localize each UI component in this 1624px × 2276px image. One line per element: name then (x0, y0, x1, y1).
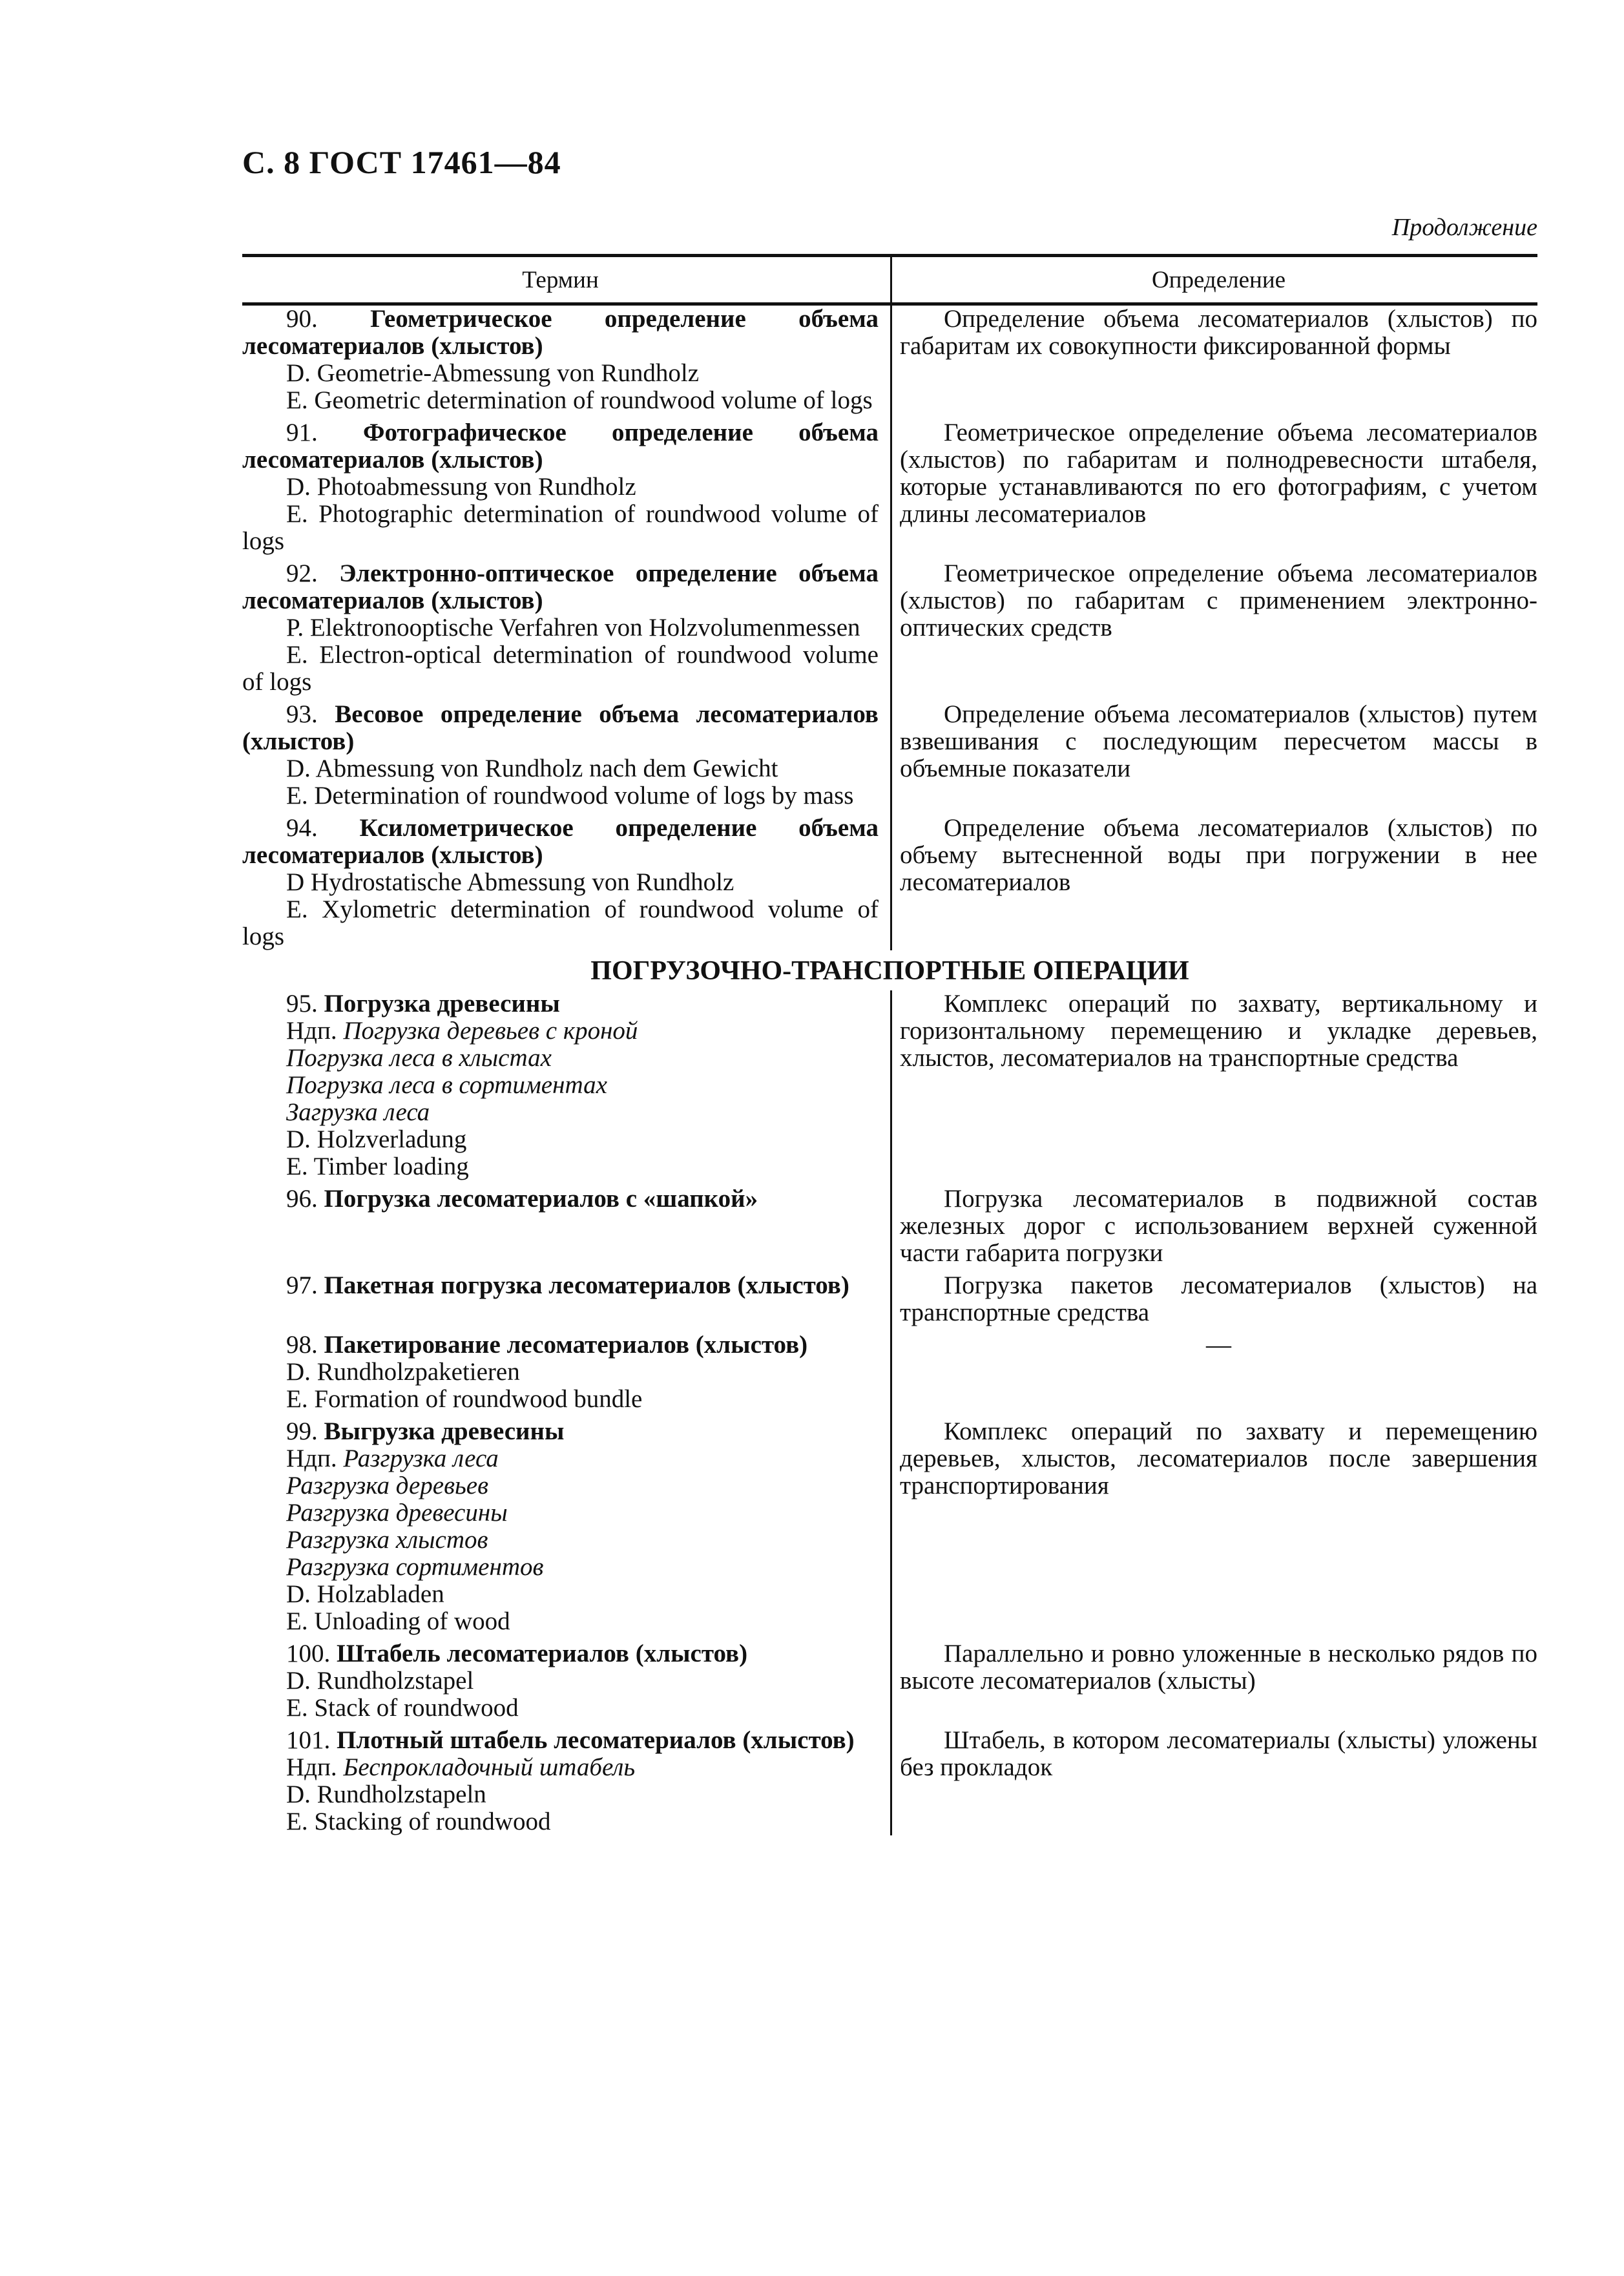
english-term: E. Formation of roundwood bundle (286, 1385, 643, 1413)
definition-cell (890, 696, 1537, 809)
nonstandard-term (242, 1499, 879, 1527)
ndp-term: Погрузка леса в сортиментах (286, 1071, 607, 1099)
english-term: E. Timber loading (286, 1153, 469, 1180)
nonstandard-term (242, 1072, 879, 1099)
term-cell (242, 414, 890, 555)
nonstandard-term (242, 1754, 879, 1781)
term-name: Фотографическое определение объема лесоматериалов (хлыстов) (242, 419, 879, 474)
definition-text: Погрузка пакетов лесоматериалов (хлыстов) на транспортные средства (900, 1271, 1537, 1326)
english-term: E. Geometric determination of roundwood volume of logs (286, 386, 873, 414)
table-row (242, 990, 1537, 1180)
english-term: E. Stack of roundwood (286, 1694, 519, 1722)
definition-text: Определение объема лесоматериалов (хлыстов) по габаритам их совокупности фиксированной формы (900, 305, 1537, 360)
term-name: Штабель лесоматериалов (хлыстов) (337, 1640, 748, 1667)
term-number: 101. (286, 1726, 337, 1754)
term-name: Геометрическое определение объема лесоматериалов (хлыстов) (242, 305, 879, 360)
term-heading (242, 1418, 879, 1445)
definition-text: Геометрическое определение объема лесоматериалов (хлыстов) по габаритам с применением электронно-оптических средств (900, 559, 1537, 642)
term-cell (242, 1635, 890, 1722)
ndp-term: Погрузка леса в хлыстах (286, 1044, 552, 1072)
table-row (242, 414, 1537, 555)
table-row (242, 1635, 1537, 1722)
term-cell (242, 306, 890, 414)
term-number: 100. (286, 1640, 337, 1667)
term-number: 99. (286, 1417, 324, 1445)
ndp-term: Разгрузка древесины (286, 1499, 508, 1527)
term-heading (242, 1640, 879, 1667)
german-term: D Hydrostatische Abmessung von Rundholz (286, 868, 734, 896)
english-term: E. Xylometric determination of roundwood volume of logs (242, 895, 879, 950)
term-name: Пакетирование лесоматериалов (хлыстов) (324, 1331, 808, 1359)
section-title: ПОГРУЗОЧНО-ТРАНСПОРТНЫЕ ОПЕРАЦИИ (590, 956, 1189, 986)
term-heading (242, 306, 879, 360)
term-number: 91. (286, 419, 363, 446)
definition-cell (890, 1267, 1537, 1326)
term-name: Погрузка древесины (324, 990, 560, 1018)
definition-cell (890, 1180, 1537, 1267)
german-term: D. Abmessung von Rundholz nach dem Gewicht (286, 755, 778, 782)
header-definition: Определение (890, 257, 1537, 302)
term-number: 98. (286, 1331, 324, 1359)
definition-cell (890, 306, 1537, 414)
term-cell (242, 1722, 890, 1835)
definition-text: Комплекс операций по захвату, вертикальному и горизонтальному перемещению и укладке деревьев, хлыстов, лесоматериалов на транспортные средства (900, 990, 1537, 1072)
nonstandard-term (242, 1472, 879, 1499)
definition-cell (890, 1326, 1537, 1413)
table-row (242, 1180, 1537, 1267)
term-number: 94. (286, 814, 360, 842)
term-number: 93. (286, 700, 335, 728)
english-term: E. Stacking of roundwood (286, 1808, 551, 1835)
term-name: Выгрузка древесины (324, 1417, 565, 1445)
definition-text: Комплекс операций по захвату и перемещению деревьев, хлыстов, лесоматериалов после завершения транспортирования (900, 1417, 1537, 1499)
english-term: E. Electron-optical determination of roundwood volume of logs (242, 641, 879, 696)
definition-cell (890, 1722, 1537, 1835)
definition-cell (890, 1413, 1537, 1635)
definition-cell (890, 555, 1537, 696)
page-header: С. 8 ГОСТ 17461—84 (242, 144, 561, 180)
term-name: Электронно-оптическое определение объема лесоматериалов (хлыстов) (242, 559, 879, 614)
term-name: Погрузка лесоматериалов с «шапкой» (324, 1185, 758, 1213)
german-term: D. Holzverladung (286, 1125, 467, 1153)
nonstandard-term (242, 1018, 879, 1045)
definition-text: Параллельно и ровно уложенные в несколько рядов по высоте лесоматериалов (хлысты) (900, 1640, 1537, 1695)
ndp-label: Ндп. (286, 1445, 337, 1472)
nonstandard-term (242, 1045, 879, 1072)
term-number: 95. (286, 990, 324, 1018)
german-term: P. Elektronooptische Verfahren von Holzvolumenmessen (286, 614, 860, 642)
definition-cell (890, 809, 1537, 950)
german-term: D. Photoabmessung von Rundholz (286, 473, 636, 501)
ndp-term: Разгрузка деревьев (286, 1472, 489, 1499)
ndp-label: Ндп. (286, 1017, 337, 1045)
nonstandard-term (242, 1527, 879, 1554)
term-name: Ксилометрическое определение объема лесоматериалов (хлыстов) (242, 814, 879, 869)
ndp-term: Загрузка леса (286, 1098, 430, 1126)
definition-text: Геометрическое определение объема лесоматериалов (хлыстов) по габаритам и полнодревесности штабеля, которые устанавливаются по его фотографиям, с учетом длины лесоматериалов (900, 419, 1537, 528)
term-heading (242, 701, 879, 755)
nonstandard-term (242, 1099, 879, 1126)
term-number: 92. (286, 559, 340, 587)
english-term: E. Unloading of wood (286, 1607, 510, 1635)
continued-label: Продолжение (1391, 214, 1537, 241)
term-heading (242, 1272, 879, 1299)
ndp-term: Разгрузка хлыстов (286, 1526, 488, 1554)
english-term: E. Photographic determination of roundwood volume of logs (242, 500, 879, 555)
ndp-term: Погрузка деревьев с кроной (343, 1017, 638, 1045)
term-heading (242, 560, 879, 614)
table-body-b (242, 990, 1537, 1835)
term-number: 90. (286, 305, 371, 333)
term-number: 96. (286, 1185, 324, 1213)
nonstandard-term (242, 1554, 879, 1581)
term-cell (242, 1267, 890, 1326)
table-row (242, 306, 1537, 414)
term-heading (242, 419, 879, 474)
term-heading (242, 1185, 879, 1213)
terms-table (242, 254, 1537, 1835)
definition-cell (890, 990, 1537, 1180)
definition-text: Определение объема лесоматериалов (хлыстов) по объему вытесненной воды при погружении в нее лесоматериалов (900, 814, 1537, 896)
definition-text: — (1206, 1331, 1231, 1359)
table-body-a (242, 306, 1537, 950)
term-cell (242, 1326, 890, 1413)
german-term: D. Rundholzpaketieren (286, 1358, 520, 1386)
term-heading (242, 815, 879, 869)
term-cell (242, 1180, 890, 1267)
term-cell (242, 555, 890, 696)
term-number: 97. (286, 1271, 324, 1299)
ndp-label: Ндп. (286, 1753, 337, 1781)
term-name: Пакетная погрузка лесоматериалов (хлыстов) (324, 1271, 849, 1299)
ndp-term: Разгрузка леса (343, 1445, 499, 1472)
header-term: Термин (522, 266, 599, 293)
german-term: D. Rundholzstapeln (286, 1780, 486, 1808)
definition-cell (890, 414, 1537, 555)
term-cell (242, 696, 890, 809)
ndp-term: Разгрузка сортиментов (286, 1553, 544, 1581)
table-header-row (242, 257, 1537, 306)
term-cell (242, 809, 890, 950)
definition-cell (890, 1635, 1537, 1722)
table-row (242, 696, 1537, 809)
term-name: Весовое определение объема лесоматериалов (хлыстов) (242, 700, 879, 755)
table-row (242, 555, 1537, 696)
nonstandard-term (242, 1445, 879, 1472)
german-term: D. Rundholzstapel (286, 1667, 474, 1695)
term-heading (242, 990, 879, 1018)
english-term: E. Determination of roundwood volume of logs by mass (286, 782, 854, 809)
ndp-term: Беспрокладочный штабель (343, 1753, 636, 1781)
german-term: D. Holzabladen (286, 1580, 444, 1608)
table-row (242, 1326, 1537, 1413)
definition-text: Определение объема лесоматериалов (хлыстов) путем взвешивания с последующим пересчетом массы в объемные показатели (900, 700, 1537, 782)
definition-text: Штабель, в котором лесоматериалы (хлысты) уложены без прокладок (900, 1726, 1537, 1781)
definition-text: Погрузка лесоматериалов в подвижной состав железных дорог с использованием верхней суженной части габарита погрузки (900, 1185, 1537, 1267)
german-term: D. Geometrie-Abmessung von Rundholz (286, 359, 700, 387)
term-heading (242, 1727, 879, 1754)
table-row (242, 809, 1537, 950)
term-cell (242, 990, 890, 1180)
table-row (242, 1722, 1537, 1835)
table-row (242, 1267, 1537, 1326)
term-cell (242, 1413, 890, 1635)
table-row (242, 1413, 1537, 1635)
term-heading (242, 1331, 879, 1359)
term-name: Плотный штабель лесоматериалов (хлыстов) (337, 1726, 855, 1754)
